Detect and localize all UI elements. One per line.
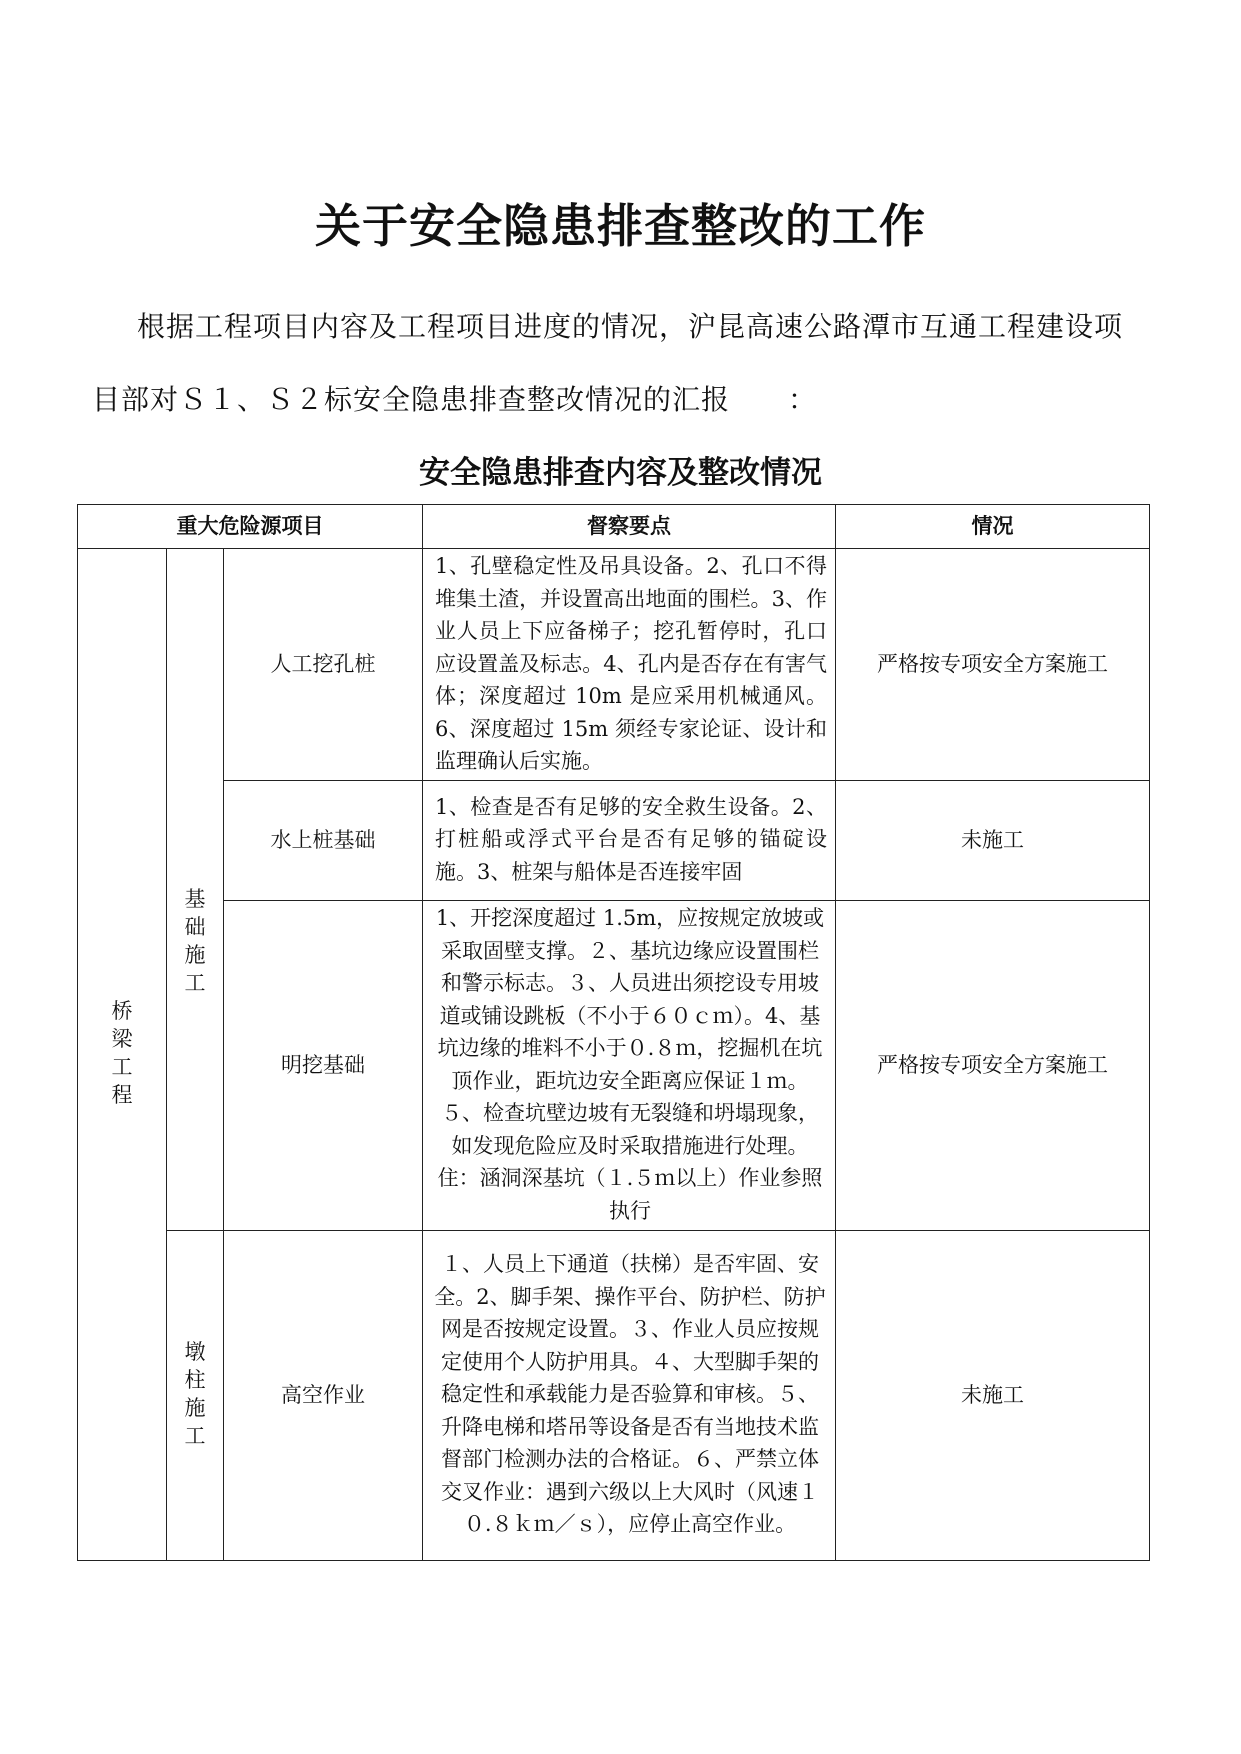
- group-label-pier: 墩柱施工: [184, 1339, 206, 1448]
- group-label-foundation: 基础施工: [184, 887, 206, 995]
- table-row: [78, 780, 1150, 900]
- category-cell: [78, 549, 167, 1561]
- status-cell: 未施工: [836, 1230, 1150, 1560]
- table-row: [78, 900, 1150, 1230]
- document-title: 关于安全隐患排查整改的工作: [315, 199, 926, 253]
- item-cell: 人工挖孔桩: [224, 549, 423, 781]
- points-cell: 1、开挖深度超过 1.5m，应按规定放坡或采取固壁支撑。２、基坑边缘应设置围栏和警示标志。３、人员进出须挖设专用坡道或铺设跳板（不小于６０ｃｍ）。4、基坑边缘的堆料不小于０.８ｍ，挖掘机在坑顶作业，距坑边安全距离应保证１ｍ。５、检查坑壁边坡有无裂缝和坍塌现象，如发现危险应及时采取措施进行处理。住：涵洞深基坑（１.５ｍ以上）作业参照执行: [423, 900, 836, 1230]
- header-inspection-points: 督察要点: [423, 505, 836, 549]
- status-cell: 未施工: [836, 780, 1150, 900]
- table-row: [78, 549, 1150, 781]
- status-cell: 严格按专项安全方案施工: [836, 900, 1150, 1230]
- points-cell: １、人员上下通道（扶梯）是否牢固、安全。2、脚手架、操作平台、防护栏、防护网是否按规定设置。３、作业人员应按规定使用个人防护用具。４、大型脚手架的稳定性和承载能力是否验算和审核。５、升降电梯和塔吊等设备是否有当地技术监督部门检测办法的合格证。６、严禁立体交叉作业：遇到六级以上大风时（风速１０.８ｋｍ／ｓ），应停止高空作业。: [423, 1230, 836, 1560]
- points-cell: 1、孔壁稳定性及吊具设备。2、孔口不得堆集土渣，并设置高出地面的围栏。3、作业人员上下应备梯子；挖孔暂停时，孔口应设置盖及标志。4、孔内是否存在有害气体；深度超过 10m 是应采用机械通风。6、深度超过 15m 须经专家论证、设计和监理确认后实施。: [423, 549, 836, 781]
- header-hazard-project: 重大危险源项目: [78, 505, 423, 549]
- group-cell-foundation: [167, 549, 224, 1231]
- points-cell: 1、检查是否有足够的安全救生设备。2、打桩船或浮式平台是否有足够的锚碇设施。3、桩架与船体是否连接牢固: [423, 780, 836, 900]
- intro-paragraph-line-1: 根据工程项目内容及工程项目进度的情况，沪昆高速公路潭市互通工程建设项: [137, 310, 1124, 343]
- table-header-row: [78, 505, 1150, 549]
- header-status: 情况: [836, 505, 1150, 549]
- category-label: 桥梁工程: [111, 999, 133, 1107]
- table-title: 安全隐患排查内容及整改情况: [419, 455, 822, 491]
- table-row: [78, 1230, 1150, 1560]
- status-cell: 严格按专项安全方案施工: [836, 549, 1150, 781]
- item-cell: 水上桩基础: [224, 780, 423, 900]
- item-cell: 高空作业: [224, 1230, 423, 1560]
- hazard-inspection-table: [77, 504, 1150, 1561]
- item-cell: 明挖基础: [224, 900, 423, 1230]
- intro-paragraph-line-2: 目部对Ｓ１、Ｓ２标安全隐患排查整改情况的汇报 ：: [92, 383, 818, 416]
- group-cell-pier: [167, 1230, 224, 1560]
